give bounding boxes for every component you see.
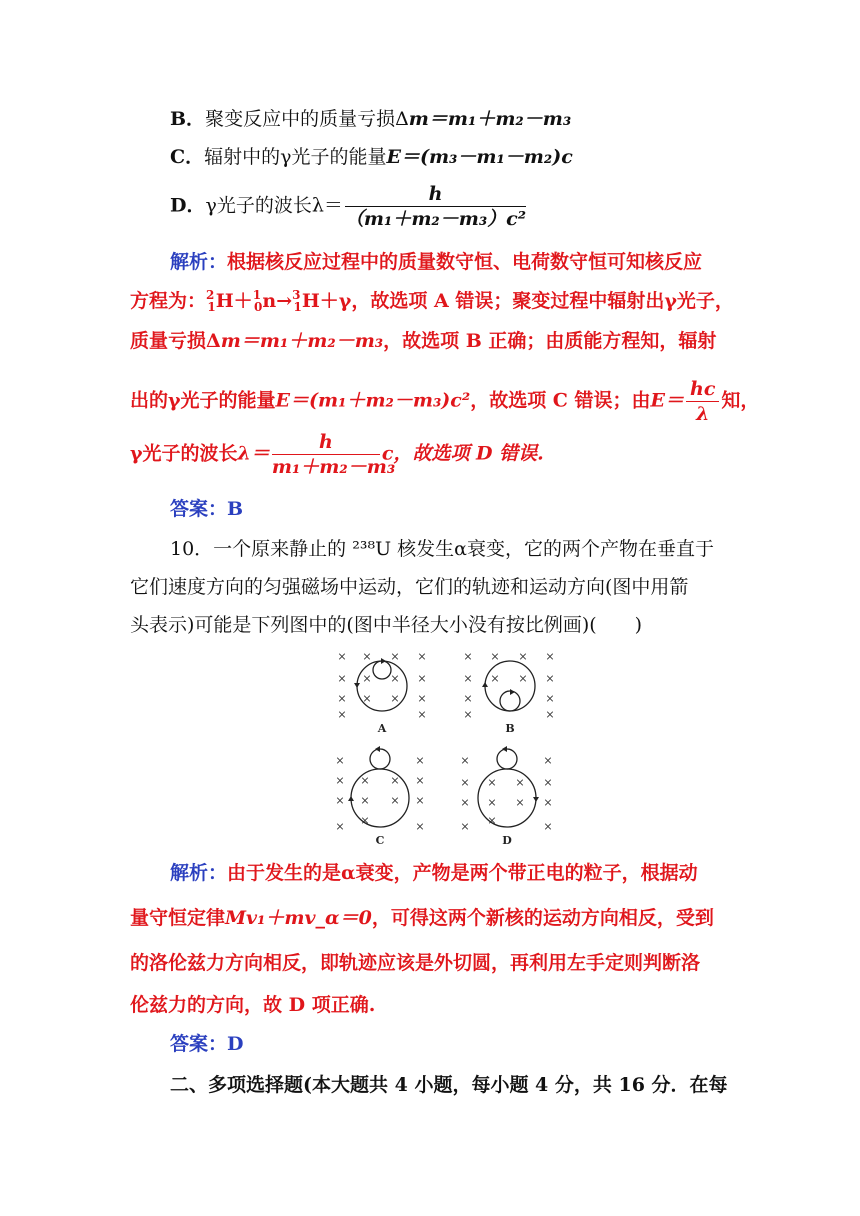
analysis-1-line-5: γ光子的波长λ＝ $\frac{h}{\text{m₁＋m₂－m₃}}$ c，故选项 D 错误.	[130, 431, 544, 478]
analysis-1-line-2: 方程为：$^2_1$H＋$^1_0$n→$^3_1$H＋γ，故选项 A 错误；聚变过程中辐射出γ光子，	[130, 288, 734, 314]
analysis-1-line-3: 质量亏损Δm＝m₁＋m₂－m₃，故选项 B 正确；由质能方程知，辐射	[130, 330, 717, 352]
svg-text:×: ×	[390, 774, 400, 787]
figure-label-a: A	[377, 722, 387, 735]
svg-text:×: ×	[543, 820, 553, 833]
question-10-line-3: 头表示)可能是下列图中的(图中半径大小没有按比例画)( )	[130, 614, 643, 636]
svg-text:×: ×	[335, 820, 345, 833]
svg-text:×: ×	[362, 672, 372, 685]
option-b: B．聚变反应中的质量亏损Δm＝m₁＋m₂－m₃	[170, 108, 572, 130]
svg-text:×: ×	[337, 672, 347, 685]
magnetic-field-figure	[320, 646, 580, 850]
svg-text:×: ×	[417, 650, 427, 663]
svg-text:×: ×	[460, 754, 470, 767]
option-d: D．γ光子的波长λ＝ $\frac{h}{\text{（m₁＋m₂－m₃）c²}}$	[170, 183, 527, 230]
track-a-large	[357, 661, 407, 711]
svg-text:×: ×	[417, 692, 427, 705]
svg-text:×: ×	[543, 776, 553, 789]
svg-text:×: ×	[487, 814, 497, 827]
svg-text:×: ×	[463, 672, 473, 685]
figure-label-c: C	[375, 834, 385, 847]
svg-text:×: ×	[415, 820, 425, 833]
svg-text:×: ×	[390, 672, 400, 685]
analysis-1-line-1: 解析：根据核反应过程中的质量数守恒、电荷数守恒可知核反应	[170, 251, 703, 273]
svg-text:×: ×	[415, 794, 425, 807]
svg-text:×: ×	[543, 796, 553, 809]
track-b-large	[485, 661, 535, 711]
svg-text:×: ×	[337, 692, 347, 705]
question-10-line-2: 它们速度方向的匀强磁场中运动，它们的轨迹和运动方向(图中用箭	[130, 576, 689, 598]
svg-text:×: ×	[545, 708, 555, 721]
svg-text:×: ×	[543, 754, 553, 767]
svg-text:×: ×	[463, 692, 473, 705]
svg-text:×: ×	[487, 776, 497, 789]
figure-label-d: D	[502, 834, 512, 847]
svg-text:×: ×	[335, 794, 345, 807]
answer-2: 答案：D	[170, 1033, 244, 1055]
svg-text:×: ×	[460, 796, 470, 809]
option-c: C．辐射中的γ光子的能量E＝(m₃－m₁－m₂)c	[170, 146, 573, 168]
track-a-small	[373, 661, 391, 679]
svg-text:×: ×	[362, 692, 372, 705]
svg-text:×: ×	[335, 754, 345, 767]
svg-text:×: ×	[518, 650, 528, 663]
analysis-2-line-2: 量守恒定律Mv₁＋mv_α＝0，可得这两个新核的运动方向相反，受到	[130, 907, 714, 929]
analysis-1-line-4: 出的γ光子的能量E＝(m₁＋m₂－m₃)c²，故选项 C 错误；由E＝ $\frac{hc}{\lambda}$ 知，	[130, 378, 760, 425]
svg-text:×: ×	[362, 650, 372, 663]
svg-text:×: ×	[463, 708, 473, 721]
analysis-2-line-4: 伦兹力的方向，故 D 项正确.	[130, 994, 376, 1016]
svg-text:×: ×	[463, 650, 473, 663]
svg-text:×: ×	[390, 692, 400, 705]
svg-text:×: ×	[518, 672, 528, 685]
svg-text:×: ×	[515, 776, 525, 789]
svg-text:×: ×	[360, 794, 370, 807]
svg-text:×: ×	[335, 774, 345, 787]
svg-text:×: ×	[490, 672, 500, 685]
question-10-line-1: 10．一个原来静止的 ²³⁸U 核发生α衰变，它的两个产物在垂直于	[170, 538, 714, 560]
svg-text:×: ×	[487, 796, 497, 809]
svg-text:×: ×	[545, 692, 555, 705]
wavelength-fraction: $\frac{h}{\text{（m₁＋m₂－m₃）c²}}$	[344, 183, 527, 230]
svg-text:×: ×	[415, 754, 425, 767]
analysis-2-line-1: 解析：由于发生的是α衰变，产物是两个带正电的粒子，根据动	[170, 862, 698, 884]
svg-text:×: ×	[545, 650, 555, 663]
lambda-fraction: $\frac{h}{\text{m₁＋m₂－m₃}}$	[271, 431, 396, 478]
analysis-2-line-3: 的洛伦兹力方向相反，即轨迹应该是外切圆，再利用左手定则判断洛	[130, 952, 701, 974]
svg-text:×: ×	[337, 708, 347, 721]
svg-text:×: ×	[490, 650, 500, 663]
section-heading: 二、多项选择题(本大题共 4 小题，每小题 4 分，共 16 分．在每	[170, 1074, 728, 1096]
svg-text:×: ×	[415, 774, 425, 787]
svg-text:×: ×	[360, 814, 370, 827]
svg-text:×: ×	[545, 672, 555, 685]
svg-text:×: ×	[390, 650, 400, 663]
svg-text:×: ×	[417, 672, 427, 685]
svg-text:×: ×	[460, 820, 470, 833]
answer-1: 答案：B	[170, 498, 244, 520]
svg-text:×: ×	[417, 708, 427, 721]
energy-fraction: $\frac{hc}{\lambda}$	[686, 377, 719, 426]
figure-label-b: B	[505, 722, 515, 735]
svg-text:×: ×	[337, 650, 347, 663]
svg-text:×: ×	[390, 794, 400, 807]
svg-text:×: ×	[515, 796, 525, 809]
svg-text:×: ×	[360, 774, 370, 787]
field-crosses	[335, 650, 554, 833]
svg-text:×: ×	[460, 776, 470, 789]
